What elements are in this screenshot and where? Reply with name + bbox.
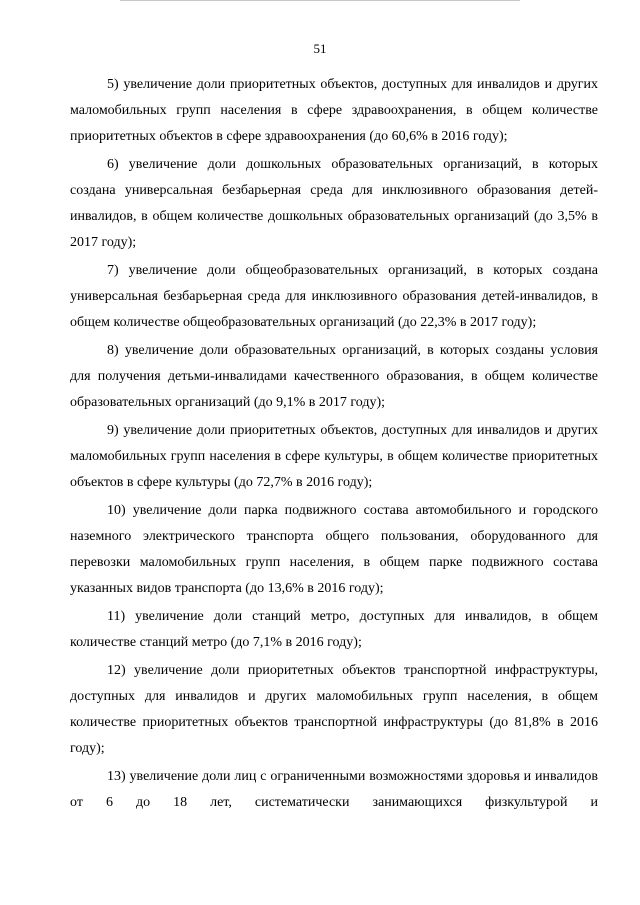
list-item-10: 10) увеличение доли парка подвижного состава автомобильного и городского наземного электрического транспорта общего пользования, оборудованного для перевозки маломобильных групп населения, в общем парке подвижного состава указанных видов транспорта (до 13,6% в 2016 году); — [70, 503, 598, 596]
list-item-6: 6) увеличение доли дошкольных образовательных организаций, в которых создана универсальная безбарьерная среда для инклюзивного образования детей-инвалидов, в общем количестве дошкольных образовательных организаций (до 3,5% в 2017 году); — [70, 157, 598, 250]
list-item-12: 12) увеличение доли приоритетных объектов транспортной инфраструктуры, доступных для инвалидов и других маломобильных групп населения, в общем количестве приоритетных объектов транспортной инфраструктуры (до 81,8% в 2016 году); — [70, 663, 598, 756]
list-item-9: 9) увеличение доли приоритетных объектов, доступных для инвалидов и других маломобильных групп населения в сфере культуры, в общем количестве приоритетных объектов в сфере культуры (до 72,7% в 2016 году); — [70, 423, 598, 490]
document-body — [70, 72, 598, 818]
list-item-5: 5) увеличение доли приоритетных объектов, доступных для инвалидов и других маломобильных групп населения в сфере здравоохранения, в общем количестве приоритетных объектов в сфере здравоохранения (до 60,6% в 2016 году); — [70, 77, 598, 144]
scan-edge-line — [120, 0, 520, 1]
list-item-11: 11) увеличение доли станций метро, доступных для инвалидов, в общем количестве станций метро (до 7,1% в 2016 году); — [70, 609, 598, 650]
page-number: 51 — [313, 41, 327, 56]
list-item-8: 8) увеличение доли образовательных организаций, в которых созданы условия для получения детьми-инвалидами качественного образования, в общем количестве образовательных организаций (до 9,1% в 2017 году); — [70, 343, 598, 410]
list-item-7: 7) увеличение доли общеобразовательных организаций, в которых создана универсальная безбарьерная среда для инклюзивного образования детей-инвалидов, в общем количестве общеобразовательных организаций (до 22,3% в 2017 году); — [70, 263, 598, 330]
list-item-13: 13) увеличение доли лиц с ограниченными возможностями здоровья и инвалидов от 6 до 18 лет, систематически занимающихся физкультурой и — [70, 769, 598, 810]
